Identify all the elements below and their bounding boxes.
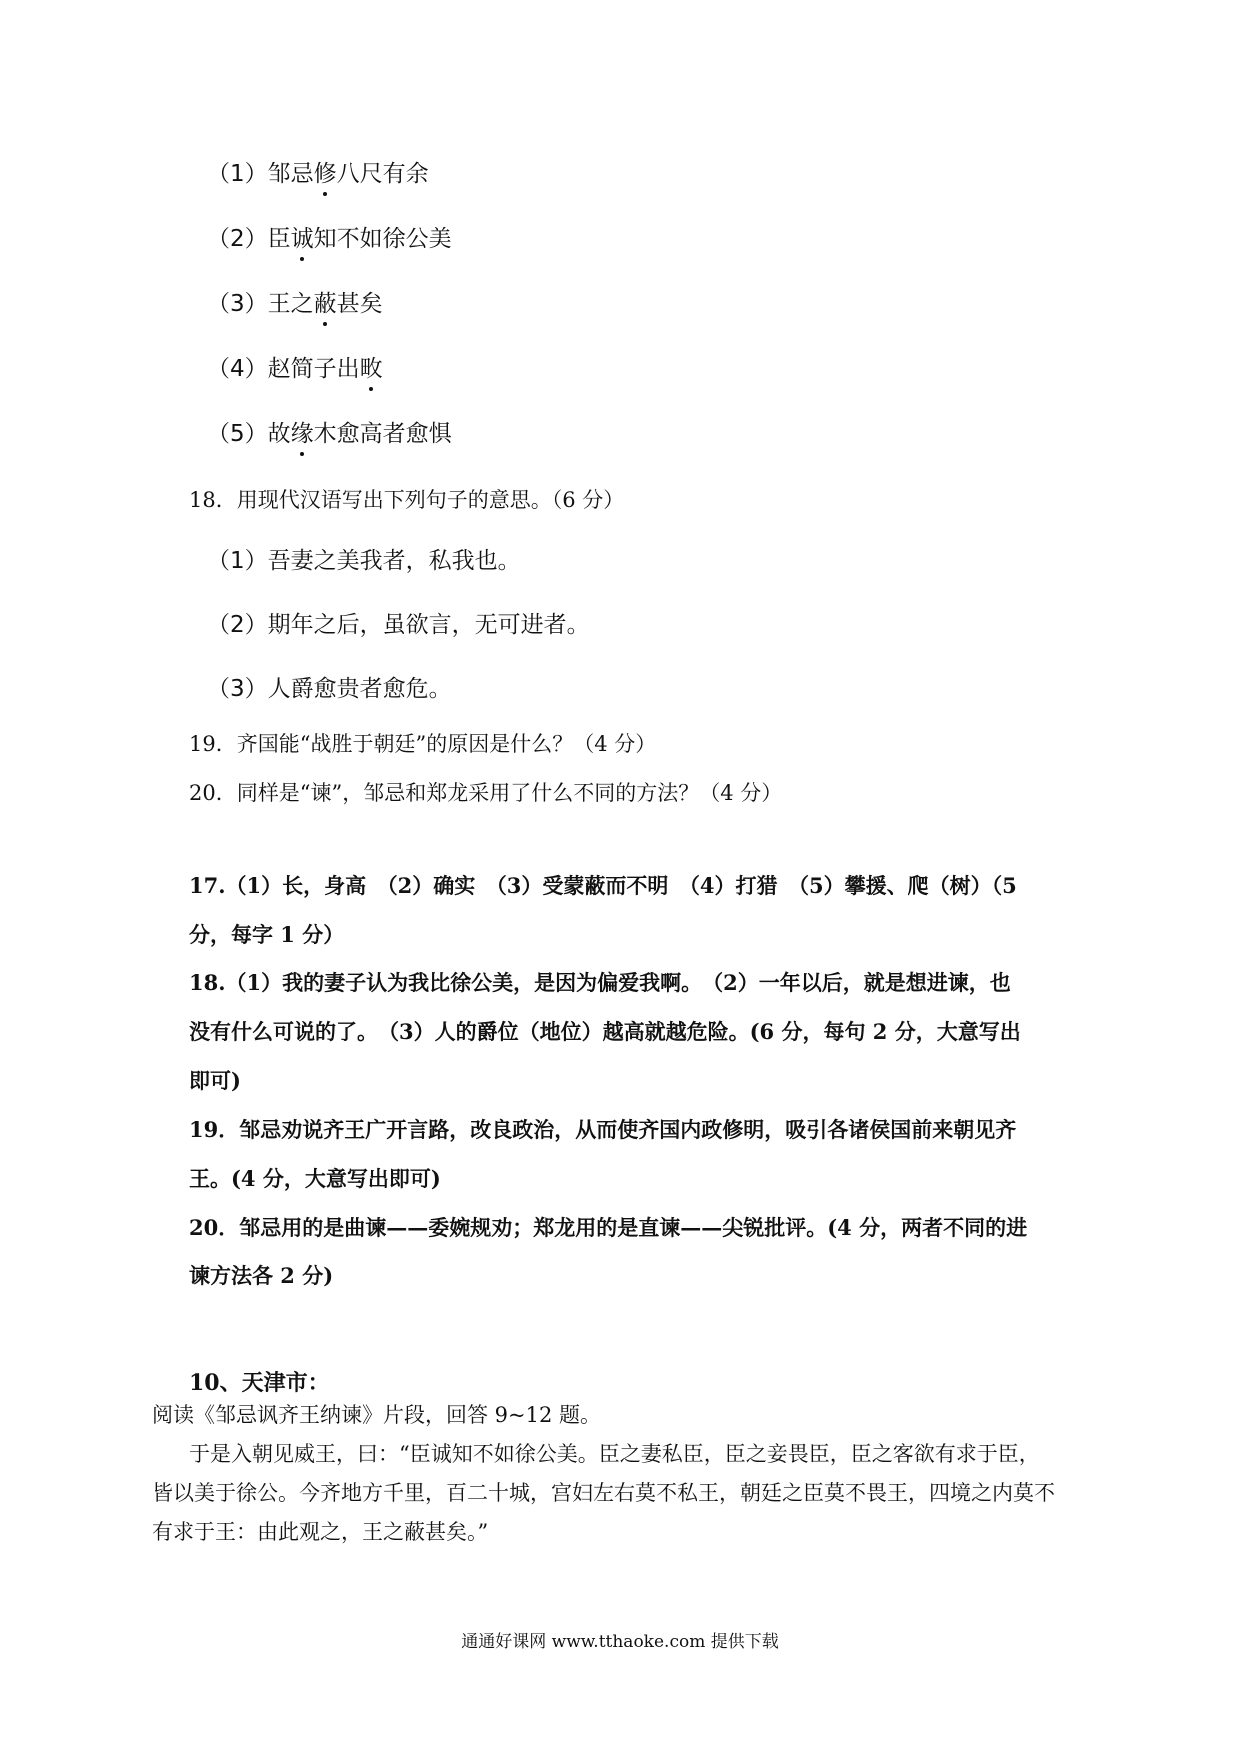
q19-stem: 19．齐国能“战胜于朝廷”的原因是什么？（4 分） <box>189 732 657 756</box>
answer-20-line-1: 20．邹忌用的是曲谏——委婉规劝；郑龙用的是直谏——尖锐批评。(4 分，两者不同的进 <box>189 1215 1028 1240</box>
q17-item-4-key: 畋 <box>359 356 383 382</box>
q17-item-3-post: 甚矣 <box>336 291 383 317</box>
answer-18-line-2: 没有什么可说的了。 （3）人的爵位（地位）越高就越危险。(6 分，每句 2 分，大意写出 <box>189 1019 1021 1044</box>
q17-item-3-pre: （3）王之 <box>207 291 314 317</box>
section-heading: 10、天津市： <box>189 1370 330 1396</box>
q17-item-2-post: 知不如徐公美 <box>313 226 452 252</box>
passage-line-1: 于是入朝见威王，曰：“臣诚知不如徐公美。臣之妻私臣，臣之妾畏臣，臣之客欲有求于臣， <box>189 1442 1040 1466</box>
q18-item-1: （1）吾妻之美我者，私我也。 <box>207 548 521 574</box>
q17-item-3-key: 蔽 <box>313 291 337 317</box>
q17-item-1 <box>207 161 429 189</box>
q17-item-1-pre: （1）邹忌 <box>207 161 314 187</box>
q17-item-2 <box>207 226 452 254</box>
answer-17-line-2: 分，每字 1 分） <box>189 922 345 947</box>
q17-item-4 <box>207 356 383 384</box>
section-intro: 阅读《邹忌讽齐王纳谏》片段，回答 9~12 题。 <box>152 1403 602 1427</box>
answer-20-line-2: 谏方法各 2 分) <box>189 1263 334 1288</box>
passage-line-3: 有求于王：由此观之，王之蔽甚矣。” <box>152 1520 489 1544</box>
q17-item-1-key: 修 <box>313 161 337 187</box>
passage-line-2: 皆以美于徐公。今齐地方千里，百二十城，宫妇左右莫不私王，朝廷之臣莫不畏王，四境之内莫不 <box>152 1481 1055 1505</box>
q20-stem: 20．同样是“谏”，邹忌和郑龙采用了什么不同的方法？（4 分） <box>189 781 783 805</box>
q18-stem: 18．用现代汉语写出下列句子的意思。（6 分） <box>189 488 625 512</box>
q17-item-4-pre: （4）赵简子出 <box>207 356 360 382</box>
q17-item-5-post: 木愈高者愈惧 <box>313 421 452 447</box>
q17-item-1-post: 八尺有余 <box>336 161 429 187</box>
q18-item-3: （3）人爵愈贵者愈危。 <box>207 676 452 702</box>
answer-18-line-1: 18.（1）我的妻子认为我比徐公美，是因为偏爱我啊。 （2）一年以后，就是想进谏，也 <box>189 970 1011 995</box>
q18-item-2: （2）期年之后，虽欲言，无可进者。 <box>207 612 590 638</box>
page-footer: 通通好课网 www.tthaoke.com 提供下载 <box>461 1632 779 1652</box>
q17-item-2-pre: （2）臣 <box>207 226 291 252</box>
q17-item-5-key: 缘 <box>290 421 314 447</box>
q17-item-5 <box>207 421 452 449</box>
answer-19-line-1: 19．邹忌劝说齐王广开言路，改良政治，从而使齐国内政修明，吸引各诸侯国前来朝见齐 <box>189 1117 1017 1142</box>
answer-19-line-2: 王。(4 分，大意写出即可) <box>189 1166 441 1191</box>
answer-18-line-3: 即可) <box>189 1068 241 1093</box>
answer-17-line-1: 17.（1）长，身高 （2）确实 （3）受蒙蔽而不明 （4）打猎 （5）攀援、爬（树）（5 <box>189 873 1017 898</box>
q17-item-2-key: 诚 <box>290 226 314 252</box>
q17-item-5-pre: （5）故 <box>207 421 291 447</box>
q17-item-3 <box>207 291 383 319</box>
